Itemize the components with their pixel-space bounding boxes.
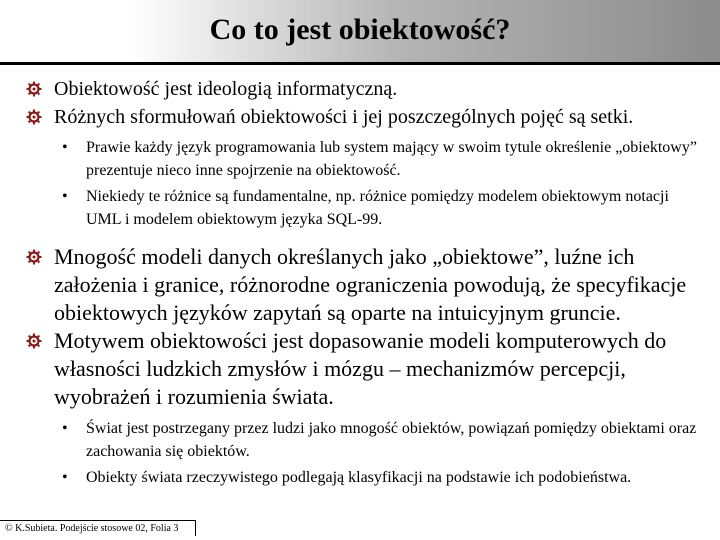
- bullet-motivation: Motywem obiektowości jest dopasowanie modeli komputerowych do własności ludzkich zmysłów i mózgu – mechanizmów percepcji, wyobrażeń i rozumienia świata.: [0, 327, 720, 411]
- dot-bullet-icon: •: [62, 469, 68, 486]
- bullet-formulations: Różnych sformułowań obiektowości i jej poszczególnych pojęć są setki.: [0, 104, 720, 130]
- dot-bullet-icon: •: [62, 139, 68, 156]
- sub-list-languages: [0, 136, 720, 231]
- sub-list-world: [0, 417, 720, 489]
- dot-bullet-icon: •: [62, 188, 68, 205]
- sub-bullet: • Niekiedy te różnice są fundamentalne, np. różnice pomiędzy modelem obiektowym notacji UML i modelem obiektowym języka SQL-99.: [0, 185, 720, 231]
- gear-bullet-icon: [26, 81, 42, 97]
- sub-bullet: • Świat jest postrzegany przez ludzi jako mnogość obiektów, powiązań pomiędzy obiektami oraz zachowania się obiektów.: [0, 417, 720, 463]
- gear-bullet-icon: [26, 333, 42, 349]
- slide-title: Co to jest obiektowość?: [209, 13, 511, 46]
- bullet-models: Mnogość modeli danych określanych jako „obiektowe”, luźne ich założenia i granice, różnorodne ograniczenia powodują, że specyfikacje obiektowych języków zapytań są oparte na intuicyjnym gruncie.: [0, 243, 720, 327]
- dot-bullet-icon: •: [62, 420, 68, 437]
- gear-bullet-icon: [26, 249, 42, 265]
- bullet-ideology: Obiektowość jest ideologią informatyczną.: [0, 76, 720, 102]
- sub-bullet: • Prawie każdy język programowania lub system mający w swoim tytule określenie „obiektowy” prezentuje nieco inne spojrzenie na obiektowość.: [0, 136, 720, 182]
- title-rule: [0, 62, 720, 65]
- gear-bullet-icon: [26, 109, 42, 125]
- slide-content: [0, 76, 720, 501]
- slide-footer: © K.Subieta. Podejście stosowe 02, Folia 3: [0, 520, 196, 536]
- sub-bullet: • Obiekty świata rzeczywistego podlegają klasyfikacji na podstawie ich podobieństwa.: [0, 466, 720, 489]
